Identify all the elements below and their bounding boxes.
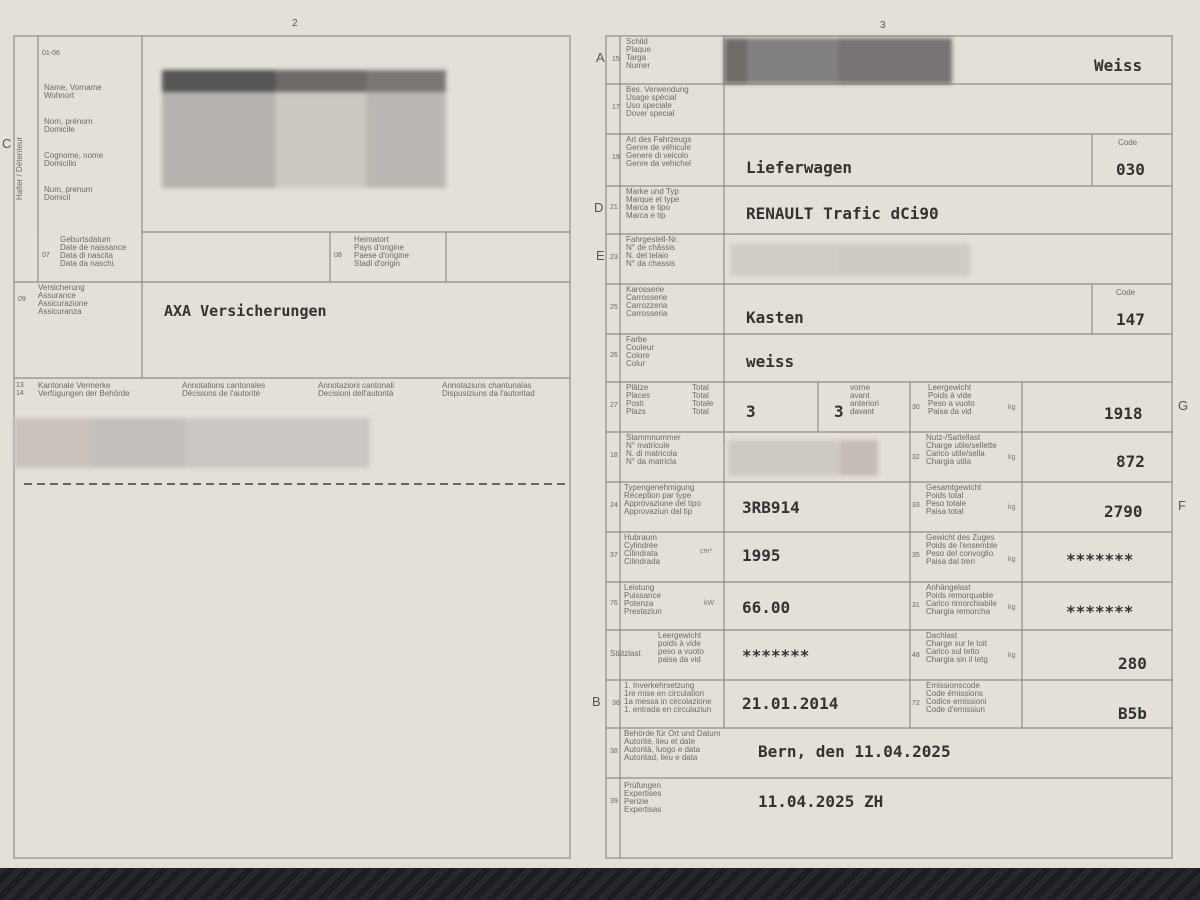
empty-weight-number: 30 [912, 404, 920, 411]
side-letter-a: A [596, 50, 605, 65]
empty-weight-label: Leergewicht Poids à vide Peso a vuoto Paisa da vid [928, 383, 975, 416]
type-approval-label: Typengenehmigung Réception par type Approvazione del tipo Approvaziun dal tip [624, 483, 701, 516]
payload-number: 32 [912, 454, 920, 461]
holder-label-it: Cognome, nome Domicilio [44, 151, 104, 168]
official-number: 13 14 [16, 382, 24, 397]
redacted-annotations [14, 418, 370, 468]
power-number: 76 [610, 600, 618, 607]
inspections-label: Prüfungen Expertises Perizie Expertisas [624, 781, 662, 814]
colour-number: 26 [610, 352, 618, 359]
vehicle-type-number: 19 [612, 154, 620, 161]
side-letter-b: B [592, 694, 601, 709]
official-label-fr: Annotations cantonales Décisions de l'autorité [182, 381, 266, 398]
seats-front-label: vorne avant anteriori davant [850, 383, 879, 416]
place-date-number: 38 [610, 748, 618, 755]
make-value: RENAULT Trafic dCi90 [746, 204, 939, 223]
drawbar-value: ******* [742, 646, 810, 665]
roof-load-number: 48 [912, 652, 920, 659]
drawbar-sub-label: Leergewicht poids à vide peso a vuoto paisa da vid [658, 631, 704, 664]
special-use-number: 17 [612, 104, 620, 111]
seats-total-value: 3 [746, 402, 756, 421]
train-weight-value: ******* [1066, 550, 1134, 569]
vehicle-type-code-label: Code [1118, 138, 1138, 147]
insurance-label: Versicherung Assurance Assicurazione Assicuranza [38, 283, 88, 316]
official-label-rm: Annotaziuns chantunalas Dispusiziuns da l'autoritad [442, 381, 535, 398]
emission-value: B5b [1118, 704, 1147, 723]
side-letter-d: D [594, 200, 604, 215]
drawbar-label: Stützlast [610, 649, 641, 658]
train-weight-number: 35 [912, 552, 920, 559]
displacement-value: 1995 [742, 546, 781, 565]
column-number-right: 3 [880, 20, 886, 31]
vehicle-type-code: 030 [1116, 160, 1145, 179]
roof-load-unit: kg [1008, 652, 1016, 659]
holder-label-rm: Num, prenum Domicil [44, 185, 93, 202]
total-weight-unit: kg [1008, 504, 1016, 511]
seats-label: Plätze Places Posti Plazs [626, 383, 651, 416]
displacement-unit: cm³ [700, 548, 712, 555]
origin-label: Heimatort Pays d'origine Paese d'origine Stadi d'origin [354, 235, 409, 268]
chassis-number: 23 [610, 254, 618, 261]
place-date-value: Bern, den 11.04.2025 [758, 742, 951, 761]
displacement-label: Hubraum Cylindrée Cilindrata Cilindrada [624, 533, 661, 566]
make-number: 21 [610, 204, 618, 211]
first-registration-number: 36 [612, 700, 620, 707]
plate-label: Schild Plaque Targa Numer [626, 37, 651, 70]
side-letter-e: E [596, 248, 605, 263]
trailer-load-value: ******* [1066, 602, 1134, 621]
side-letter-c: C [2, 136, 12, 151]
insurance-number: 09 [18, 296, 26, 303]
seats-front-value: 3 [834, 402, 844, 421]
redacted-chassis [730, 244, 970, 276]
roof-load-value: 280 [1118, 654, 1147, 673]
displacement-number: 37 [610, 552, 618, 559]
birth-date-label: Geburtsdatum Date de naissance Data di nascita Data da naschi. [60, 235, 127, 268]
holder-row-number: 01-06 [42, 50, 60, 57]
side-letter-f: F [1178, 498, 1186, 513]
place-date-label: Behörde für Ort und Datum Autorité, lieu et date Autorità, luogo e data Autoritad, lieu e data [624, 729, 721, 762]
first-registration-value: 21.01.2014 [742, 694, 839, 713]
origin-number: 08 [334, 252, 342, 259]
colour-label: Farbe Couleur Colore Colur [626, 335, 655, 368]
holder-label-de: Name, Vorname Wohnort [44, 83, 102, 100]
seats-number: 27 [610, 402, 618, 409]
power-label: Leistung Puissance Potenza Prestaziun [624, 583, 662, 616]
redacted-holder-name [162, 70, 446, 188]
redacted-plate [724, 38, 952, 84]
plate-number: 15 [612, 56, 620, 63]
payload-value: 872 [1116, 452, 1145, 471]
total-weight-value: 2790 [1104, 502, 1143, 521]
inspections-value: 11.04.2025 ZH [758, 792, 884, 811]
payload-label: Nutz-/Sattellast Charge utile/sellette Carico utile/sella Chargia utila [926, 433, 997, 466]
empty-weight-value: 1918 [1104, 404, 1143, 423]
body-label: Karosserie Carrosserie Carrozzeria Carrosseria [626, 285, 668, 318]
holder-side-label: Halter / Détenteur [15, 136, 24, 200]
insurance-value: AXA Versicherungen [164, 302, 327, 320]
type-approval-number: 24 [610, 502, 618, 509]
body-value: Kasten [746, 308, 804, 327]
colour-value: weiss [746, 352, 795, 371]
vehicle-type-value: Lieferwagen [746, 158, 852, 177]
emission-label: Emissionscode Code émissions Codice emissioni Code d'emissiun [926, 681, 987, 714]
background-surface [0, 868, 1200, 900]
birth-date-number: 07 [42, 252, 50, 259]
power-unit: kW [704, 600, 715, 607]
special-use-label: Bes. Verwendung Usage spécial Uso speciale Dover special [626, 85, 689, 118]
power-value: 66.00 [742, 598, 791, 617]
plate-colour-value: Weiss [1094, 56, 1143, 75]
trailer-load-unit: kg [1008, 604, 1016, 611]
holder-label-fr: Nom, prénom Domicile [44, 117, 93, 134]
emission-number: 72 [912, 700, 920, 707]
payload-unit: kg [1008, 454, 1016, 461]
vehicle-type-label: Art des Fahrzeugs Genre de véhicule Genere di veicolo Genre da vehichel [626, 135, 692, 168]
chassis-label: Fahrgestell-Nr. N° de châssis N. del telaio N° da chassis [626, 235, 679, 268]
type-approval-value: 3RB914 [742, 498, 800, 517]
inspections-number: 39 [610, 798, 618, 805]
matricule-label: Stammnummer N° matricule N. di matricola N° da matricla [626, 433, 681, 466]
column-number-left: 2 [292, 18, 298, 29]
official-label-de: Kantonale Vermerke Verfügungen der Behörde [38, 381, 130, 398]
first-registration-label: 1. Inverkehrsetzung 1re mise en circulation 1a messa in circolazione 1. entrada en circulaziun [624, 681, 712, 714]
empty-weight-unit: kg [1008, 404, 1016, 411]
side-letter-g: G [1178, 398, 1189, 413]
train-weight-unit: kg [1008, 556, 1016, 563]
trailer-load-label: Anhängelast Poids remorquable Carico rimorchiabile Chargia remorcha [926, 583, 997, 616]
body-number: 25 [610, 304, 618, 311]
matricule-number: 18 [610, 452, 618, 459]
body-code-label: Code [1116, 288, 1136, 297]
body-code: 147 [1116, 310, 1145, 329]
redacted-matricule [728, 440, 878, 476]
official-label-it: Annotazioni cantonali Decisioni dell'autorità [318, 381, 395, 398]
trailer-load-number: 31 [912, 602, 920, 609]
train-weight-label: Gewicht des Zuges Poids de l'ensemble Peso del convoglio Paisa dal tren [926, 533, 998, 566]
total-weight-number: 33 [912, 502, 920, 509]
total-weight-label: Gesamtgewicht Poids total Peso totale Paisa total [926, 483, 982, 516]
seats-total-label: Total Total Totale Total [692, 383, 714, 416]
make-label: Marke und Typ Marque et type Marca e tipo Marca e tip [626, 187, 680, 220]
roof-load-label: Dachlast Charge sur le toit Carico sul tetto Chargia sin il tetg [926, 631, 988, 664]
